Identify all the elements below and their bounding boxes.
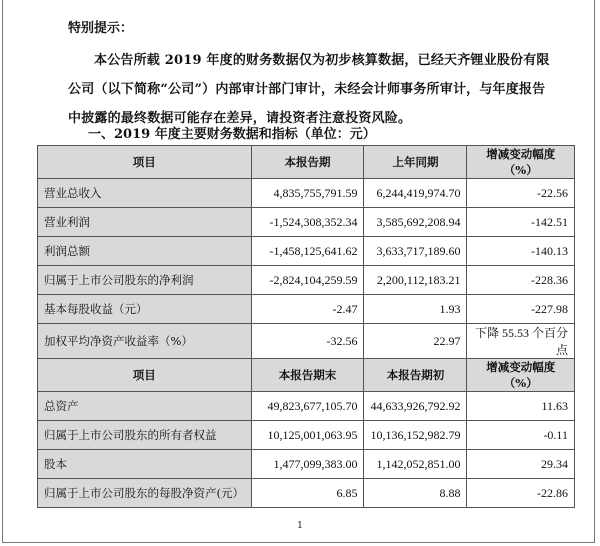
row-label: 总资产 (38, 392, 252, 421)
cell-change: 29.34 (467, 450, 575, 479)
table-row (38, 479, 575, 508)
cell-change: 下降 55.53 个百分点 (467, 324, 575, 359)
cell-current: -2,824,104,259.59 (251, 266, 364, 295)
cell-period-end: 49,823,677,105.70 (251, 392, 364, 421)
section-title: 一、2019 年度主要财务数据和指标（单位：元） (88, 127, 376, 142)
table-row (38, 324, 575, 359)
cell-period-end: 10,125,001,063.95 (251, 421, 364, 450)
cell-change: -22.86 (467, 479, 575, 508)
table-row (38, 179, 575, 208)
row-label: 利润总额 (38, 237, 252, 266)
cell-prior: 6,244,419,974.70 (364, 179, 467, 208)
header-period-start: 本报告期初 (364, 359, 467, 392)
table-header-row (38, 146, 575, 179)
page-number: 1 (297, 521, 303, 531)
cell-change: 11.63 (467, 392, 575, 421)
table-row (38, 208, 575, 237)
row-label: 基本每股收益（元） (38, 295, 252, 324)
cell-change: -142.51 (467, 208, 575, 237)
table-row (38, 266, 575, 295)
header-period-end: 本报告期末 (251, 359, 364, 392)
cell-change: -227.98 (467, 295, 575, 324)
table-header-row (38, 359, 575, 392)
cell-current: -1,524,308,352.34 (251, 208, 364, 237)
table-row (38, 421, 575, 450)
cell-period-start: 8.88 (364, 479, 467, 508)
header-item: 项目 (38, 146, 252, 179)
header-item: 项目 (38, 359, 252, 392)
cell-current: -32.56 (251, 324, 364, 359)
table-row (38, 450, 575, 479)
cell-prior: 3,585,692,208.94 (364, 208, 467, 237)
cell-change: -140.13 (467, 237, 575, 266)
cell-prior: 1.93 (364, 295, 467, 324)
table-row (38, 295, 575, 324)
cell-period-end: 1,477,099,383.00 (251, 450, 364, 479)
cell-prior: 2,200,112,183.21 (364, 266, 467, 295)
header-prior-period: 上年同期 (364, 146, 467, 179)
cell-prior: 3,633,717,189.60 (364, 237, 467, 266)
row-label: 归属于上市公司股东的所有者权益 (38, 421, 252, 450)
cell-period-start: 44,633,926,792.92 (364, 392, 467, 421)
cell-change: -228.36 (467, 266, 575, 295)
cell-current: -1,458,125,641.62 (251, 237, 364, 266)
cell-period-start: 10,136,152,982.79 (364, 421, 467, 450)
notice-body: 本公告所载 2019 年度的财务数据仅为初步核算数据，已经天齐锂业股份有限公司（以下简称“公司”）内部审计部门审计，未经会计师事务所审计，与年度报告中披露的最终数据可能存在差异，请投资者注意投资风险。 (68, 53, 550, 126)
cell-current: 4,835,755,791.59 (251, 179, 364, 208)
header-change-pct: 增减变动幅度（%） (467, 146, 575, 179)
cell-current: -2.47 (251, 295, 364, 324)
cell-prior: 22.97 (364, 324, 467, 359)
table-row (38, 392, 575, 421)
cell-change: -0.11 (467, 421, 575, 450)
row-label: 加权平均净资产收益率（%） (38, 324, 252, 359)
row-label: 股本 (38, 450, 252, 479)
row-label: 归属于上市公司股东的每股净资产(元） (38, 479, 252, 508)
cell-change: -22.56 (467, 179, 575, 208)
row-label: 营业总收入 (38, 179, 252, 208)
header-change-pct: 增减变动幅度（%） (467, 359, 575, 392)
financial-table (37, 145, 575, 508)
header-current-period: 本报告期 (251, 146, 364, 179)
table-row (38, 237, 575, 266)
notice-title: 特别提示： (68, 21, 134, 36)
row-label: 归属于上市公司股东的净利润 (38, 266, 252, 295)
cell-period-start: 1,142,052,851.00 (364, 450, 467, 479)
cell-period-end: 6.85 (251, 479, 364, 508)
row-label: 营业利润 (38, 208, 252, 237)
